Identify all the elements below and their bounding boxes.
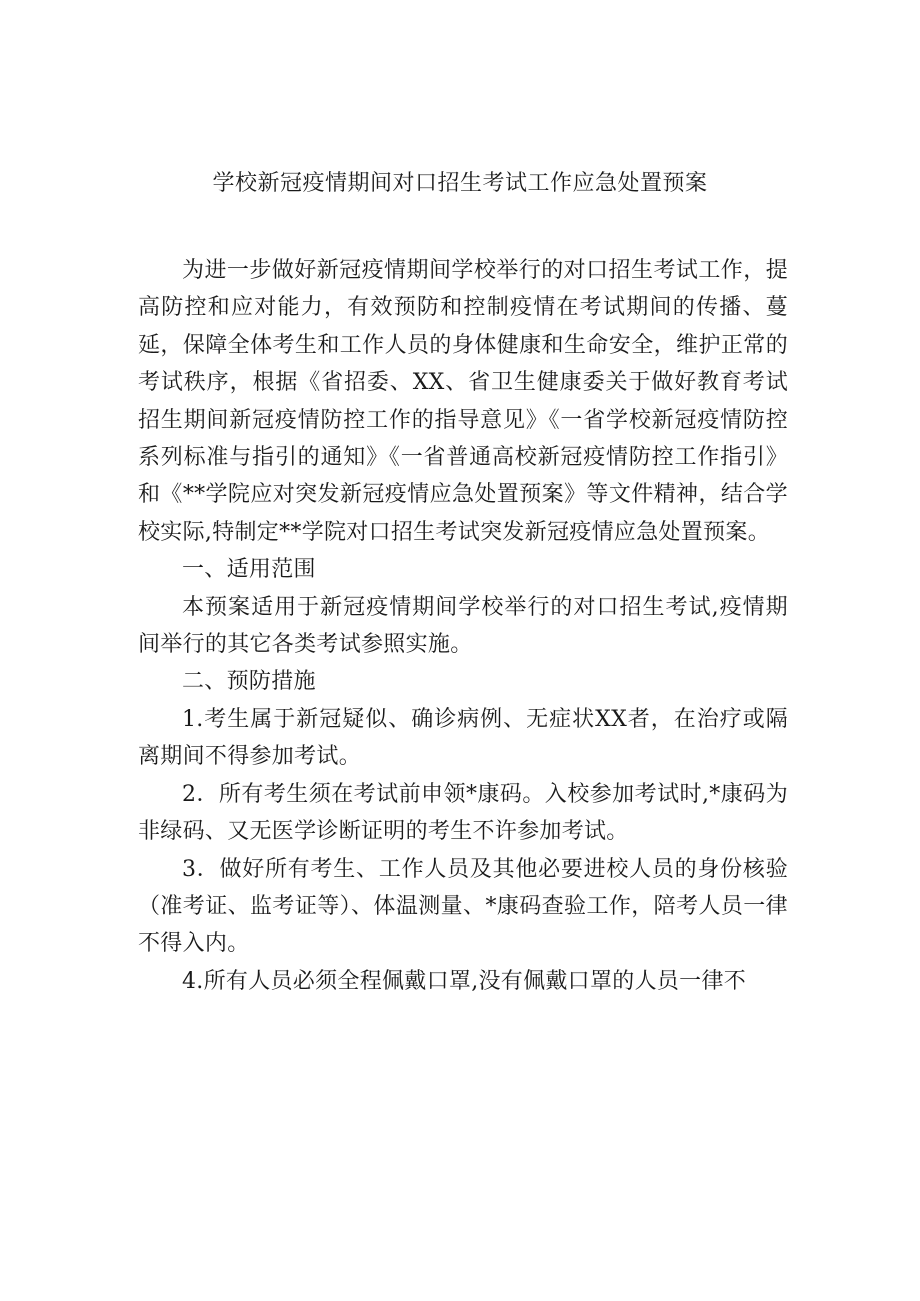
- measure-item-3: 3．做好所有考生、工作人员及其他必要进校人员的身份核验（准考证、监考证等）、体温测量、*康码查验工作，陪考人员一律不得入内。: [138, 856, 788, 957]
- section-heading-scope: 一、适用范围: [182, 557, 316, 583]
- intro-paragraph: 为进一步做好新冠疫情期间学校举行的对口招生考试工作，提高防控和应对能力，有效预防和控制疫情在考试期间的传播、蔓延，保障全体考生和工作人员的身体健康和生命安全，维护正常的考试秩序，根据《省招委、XX、省卫生健康委关于做好教育考试招生期间新冠疫情防控工作的指导意见》《一省学校新冠疫情防控系列标准与指引的通知》《一省普通高校新冠疫情防控工作指引》和《**学院应对突发新冠疫情应急处置预案》等文件精神，结合学校实际,特制定**学院对口招生考试突发新冠疫情应急处置预案。: [138, 258, 788, 545]
- document-body: [138, 252, 788, 1000]
- measure-item-4: 4.所有人员必须全程佩戴口罩,没有佩戴口罩的人员一律不: [182, 968, 747, 994]
- scope-paragraph: 本预案适用于新冠疫情期间学校举行的对口招生考试,疫情期间举行的其它各类考试参照实施。: [138, 594, 788, 658]
- measure-item-1: 1.考生属于新冠疑似、确诊病例、无症状XX者，在治疗或隔离期间不得参加考试。: [138, 706, 788, 770]
- section-heading-prevention: 二、预防措施: [182, 669, 316, 695]
- measure-item-2: 2．所有考生须在考试前申领*康码。入校参加考试时,*康码为非绿码、又无医学诊断证明的考生不许参加考试。: [138, 781, 788, 845]
- document-title: 学校新冠疫情期间对口招生考试工作应急处置预案: [212, 171, 708, 196]
